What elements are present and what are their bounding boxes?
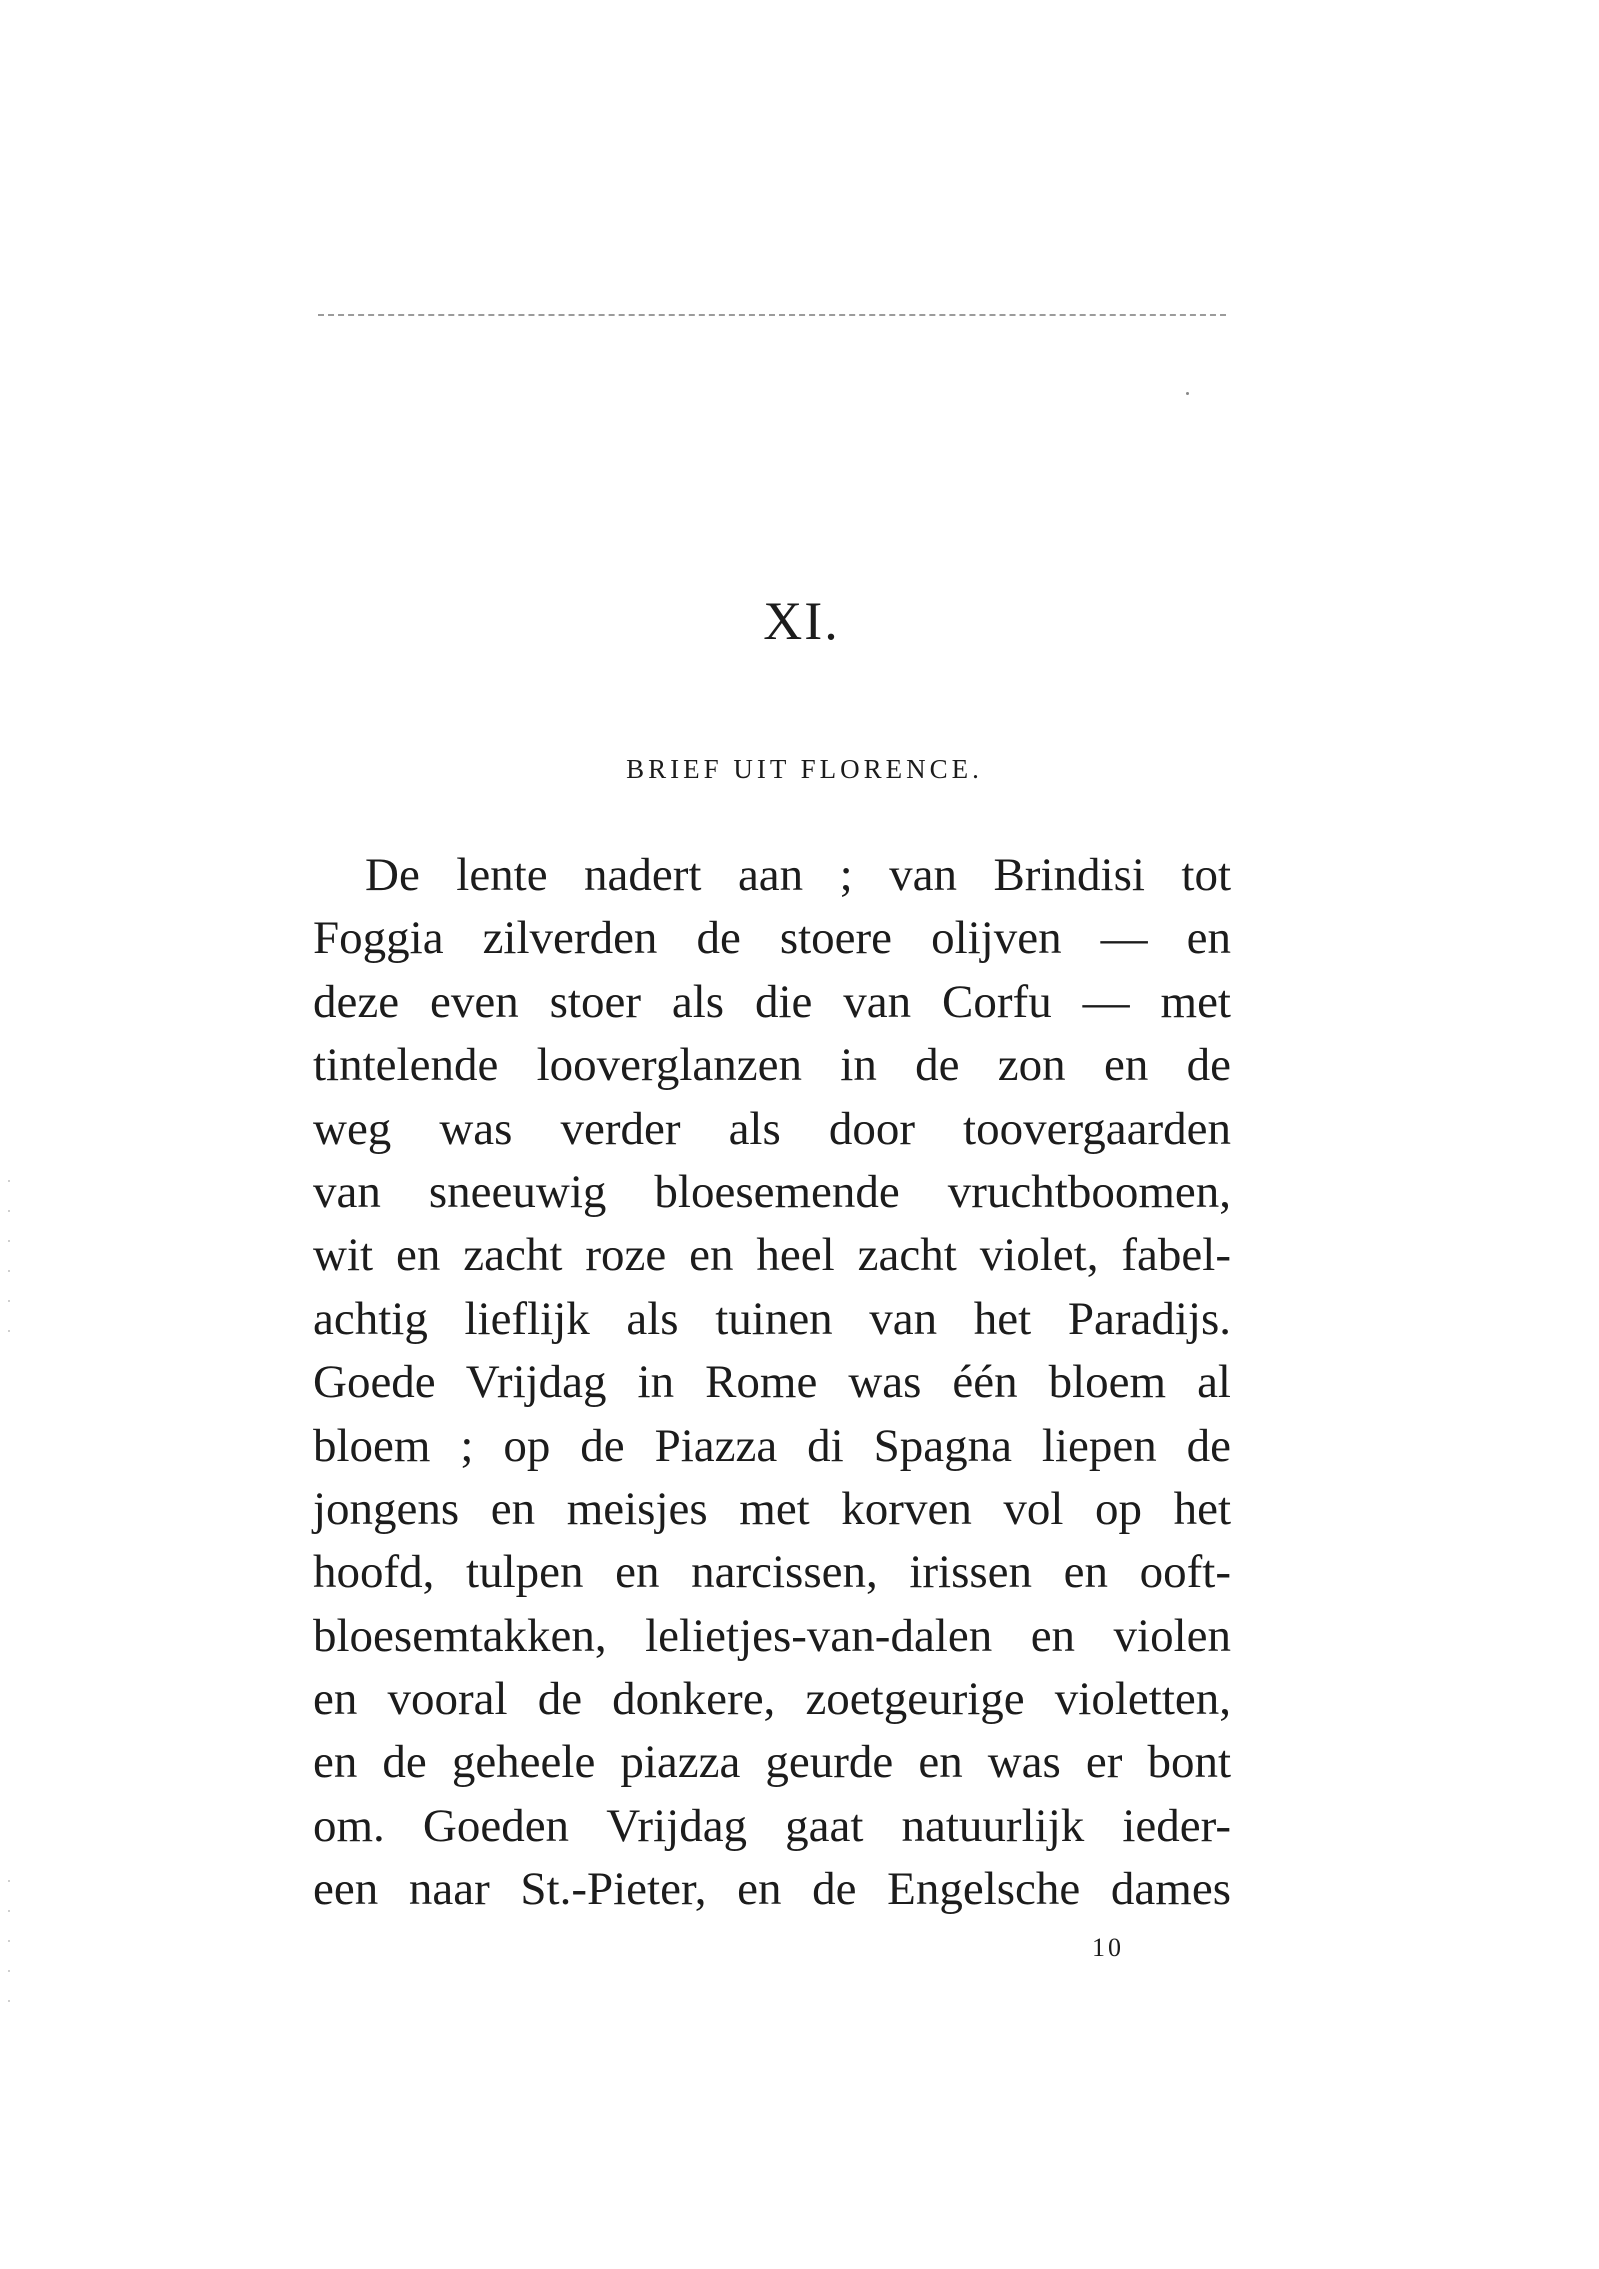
text-line: bloesemtakken, lelietjes-van-dalen en violen [313,1609,1231,1662]
text-line: en de geheele piazza geurde en was er bont [313,1736,1231,1789]
chapter-number: XI. [763,591,840,651]
text-line: van sneeuwig bloesemende vruchtboomen, [313,1165,1231,1218]
text-line: deze even stoer als die van Corfu — met [313,975,1231,1028]
text-line: Goede Vrijdag in Rome was één bloem al [313,1356,1231,1409]
text-line: een naar St.-Pieter, en de Engelsche dames [313,1863,1231,1916]
text-line: wit en zacht roze en heel zacht violet, fabel- [313,1229,1231,1282]
text-line: om. Goeden Vrijdag gaat natuurlijk ieder- [313,1799,1231,1852]
paper-speck [1186,392,1189,395]
margin-marks [8,1880,10,2020]
body-text [313,844,1231,1922]
chapter-title: BRIEF UIT FLORENCE. [626,754,983,784]
text-line: en vooral de donkere, zoetgeurige violetten, [313,1673,1231,1726]
text-line: Foggia zilverden de stoere olijven — en [313,912,1231,965]
text-line: De lente nadert aan ; van Brindisi tot [365,849,1231,901]
text-line: tintelende looverglanzen in de zon en de [313,1039,1231,1092]
decorative-rule [318,314,1226,316]
page-number: 10 [1092,1933,1124,1962]
text-line: achtig lieflijk als tuinen van het Paradijs. [313,1292,1231,1345]
text-line: weg was verder als door toovergaarden [313,1102,1231,1155]
margin-marks [8,1180,10,1360]
text-line: hoofd, tulpen en narcissen, irissen en ooft- [313,1546,1231,1599]
text-line: bloem ; op de Piazza di Spagna liepen de [313,1419,1231,1472]
text-line: jongens en meisjes met korven vol op het [313,1482,1231,1535]
